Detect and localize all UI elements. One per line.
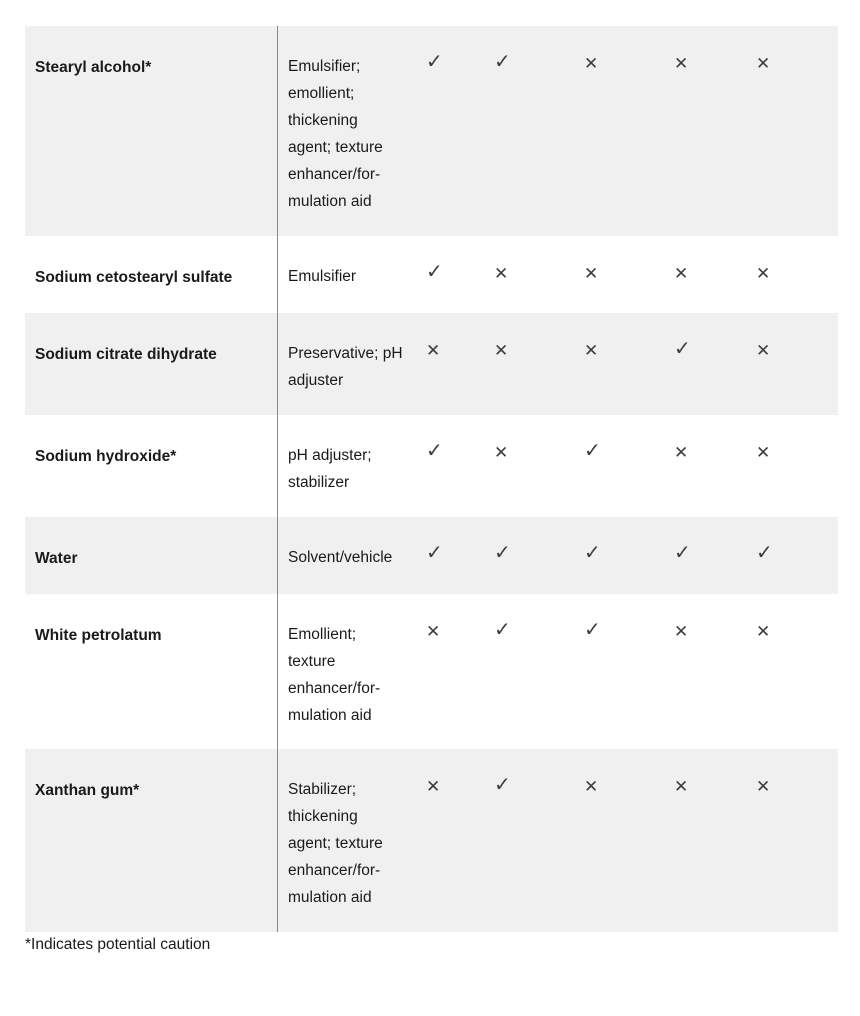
- table-row: [25, 749, 838, 932]
- function-line: Emulsifier: [288, 268, 357, 285]
- function-line: emollient;: [288, 85, 355, 102]
- check-icon: ✓: [584, 440, 601, 462]
- ingredient-function: [278, 26, 427, 236]
- cross-icon: ✕: [426, 313, 494, 415]
- function-line: agent; texture: [288, 835, 383, 852]
- cross-icon: ✕: [756, 749, 838, 932]
- cross-icon: ✕: [674, 264, 689, 283]
- check-icon: ✓: [584, 619, 601, 641]
- check-icon: ✓: [674, 313, 756, 415]
- table-row: [25, 517, 838, 594]
- table-row: [25, 415, 838, 517]
- cross-icon: ✕: [494, 443, 509, 462]
- check-icon: ✓: [494, 26, 584, 236]
- function-line: mulation aid: [288, 193, 372, 210]
- check-icon: ✓: [584, 517, 674, 594]
- cross-icon: ✕: [494, 264, 509, 283]
- cross-icon: ✕: [674, 749, 756, 932]
- function-line: mulation aid: [288, 707, 372, 724]
- table-row: [25, 313, 838, 415]
- cross-icon: ✕: [426, 622, 441, 641]
- check-icon: ✓: [426, 440, 443, 462]
- check-icon: ✓: [674, 517, 756, 594]
- function-line: mulation aid: [288, 889, 372, 906]
- table-row: [25, 236, 838, 313]
- table-row: [25, 594, 838, 749]
- cross-icon: ✕: [584, 264, 599, 283]
- ingredient-name: Sodium citrate dihydrate: [25, 313, 278, 415]
- function-line: enhancer/for-: [288, 680, 381, 697]
- function-line: thickening: [288, 112, 358, 129]
- check-icon: ✓: [494, 517, 584, 594]
- ingredient-table-body: [25, 26, 838, 932]
- check-icon: ✓: [494, 619, 511, 641]
- ingredient-name: Stearyl alcohol*: [25, 26, 278, 236]
- function-line: texture: [288, 653, 336, 670]
- ingredient-name: Xanthan gum*: [25, 749, 278, 932]
- ingredient-function: [278, 313, 427, 415]
- footnote: *Indicates potential caution: [25, 936, 211, 953]
- cross-icon: ✕: [756, 264, 771, 283]
- function-line: enhancer/for-: [288, 862, 381, 879]
- function-line: stabilizer: [288, 474, 350, 491]
- cross-icon: ✕: [756, 313, 838, 415]
- ingredient-function: [278, 749, 427, 932]
- ingredient-name: Sodium hydroxide*: [25, 415, 278, 517]
- ingredient-function: [278, 415, 427, 517]
- check-icon: ✓: [494, 749, 584, 932]
- table-row: [25, 26, 838, 236]
- function-line: pH adjuster;: [288, 447, 372, 464]
- ingredient-name: White petrolatum: [25, 594, 278, 749]
- check-icon: ✓: [756, 517, 838, 594]
- cross-icon: ✕: [756, 26, 838, 236]
- function-line: Emollient;: [288, 626, 357, 643]
- cross-icon: ✕: [426, 749, 494, 932]
- function-line: Preservative; pH: [288, 345, 403, 362]
- cross-icon: ✕: [674, 26, 756, 236]
- cross-icon: ✕: [756, 622, 771, 641]
- ingredient-name: Water: [25, 517, 278, 594]
- cross-icon: ✕: [674, 443, 689, 462]
- function-line: adjuster: [288, 372, 344, 389]
- function-line: Solvent/vehicle: [288, 549, 393, 566]
- function-line: thickening: [288, 808, 358, 825]
- cross-icon: ✕: [494, 313, 584, 415]
- ingredient-table: [25, 26, 838, 932]
- ingredient-function: [278, 594, 427, 749]
- ingredient-function: [278, 236, 427, 313]
- function-line: agent; texture: [288, 139, 383, 156]
- check-icon: ✓: [426, 26, 494, 236]
- cross-icon: ✕: [674, 622, 689, 641]
- cross-icon: ✕: [756, 443, 771, 462]
- cross-icon: ✕: [584, 749, 674, 932]
- function-line: Emulsifier;: [288, 58, 361, 75]
- cross-icon: ✕: [584, 26, 674, 236]
- function-line: Stabilizer;: [288, 781, 357, 798]
- ingredient-name: Sodium cetostearyl sulfate: [25, 236, 278, 313]
- cross-icon: ✕: [584, 313, 674, 415]
- check-icon: ✓: [426, 517, 494, 594]
- ingredient-function: [278, 517, 427, 594]
- function-line: enhancer/for-: [288, 166, 381, 183]
- check-icon: ✓: [426, 261, 443, 283]
